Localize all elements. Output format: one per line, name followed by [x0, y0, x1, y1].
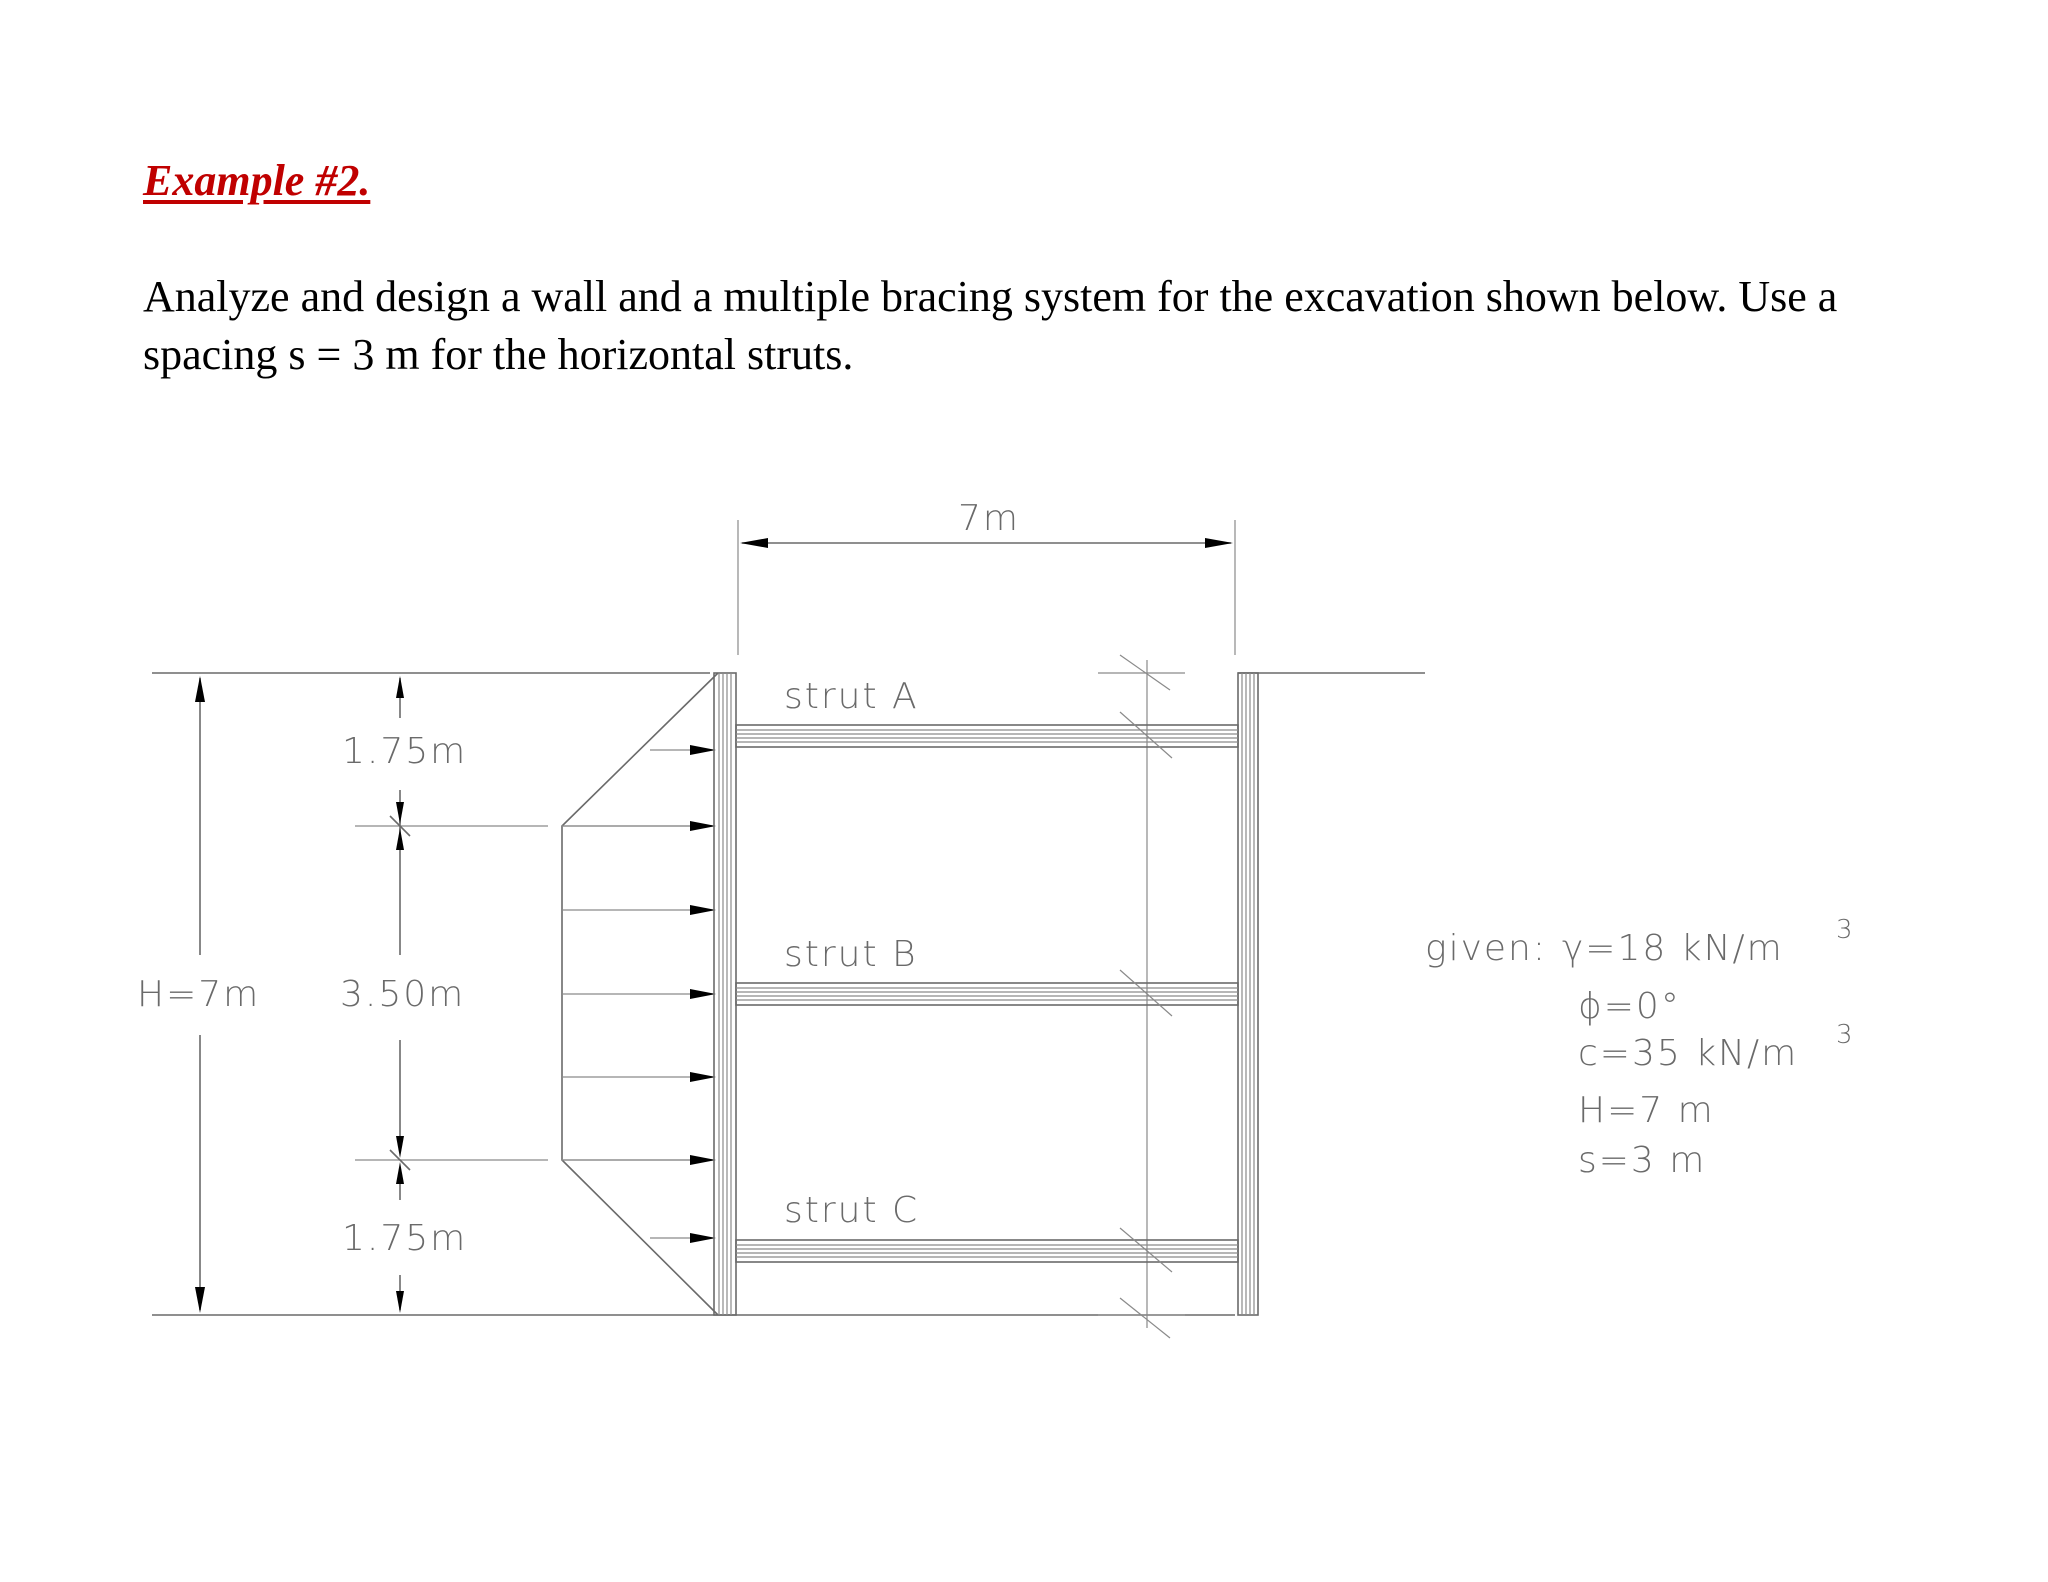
strut-c: [736, 1190, 1238, 1272]
segment-dimensions: [340, 676, 548, 1313]
segment-middle-label: 3.50m: [340, 974, 466, 1015]
strut-b-label: strut B: [784, 934, 918, 975]
strut-b: [736, 934, 1238, 1016]
given-spacing: s=3 m: [1578, 1140, 1707, 1181]
given-data: [1425, 915, 1855, 1181]
height-dimension: [137, 676, 260, 1313]
given-cohesion: c=35 kN/m: [1578, 1033, 1799, 1074]
width-label: 7m: [958, 498, 1020, 539]
pressure-arrows: [562, 745, 716, 1243]
strut-a-label: strut A: [784, 676, 919, 717]
problem-statement: Analyze and design a wall and a multiple bracing system for the excavation shown below. Use a spacing s = 3 m for the horizontal struts.: [143, 272, 1838, 379]
segment-bottom-label: 1.75m: [342, 1218, 468, 1259]
given-cohesion-exponent: 3: [1836, 1020, 1855, 1050]
height-label: H=7m: [137, 974, 261, 1015]
width-dimension: [738, 498, 1235, 655]
left-wall: [714, 673, 736, 1315]
right-wall: [1238, 673, 1258, 1315]
strut-c-label: strut C: [784, 1190, 920, 1231]
segment-top-label: 1.75m: [342, 731, 468, 772]
given-unit-weight: γ=18 kN/m: [1562, 928, 1784, 969]
given-label: given:: [1425, 928, 1548, 969]
example-heading: Example #2.: [143, 156, 371, 205]
given-unit-weight-exponent: 3: [1836, 915, 1855, 945]
given-height: H=7 m: [1578, 1090, 1715, 1131]
given-friction-angle: ϕ=0°: [1578, 986, 1681, 1027]
strut-a: [736, 676, 1238, 758]
